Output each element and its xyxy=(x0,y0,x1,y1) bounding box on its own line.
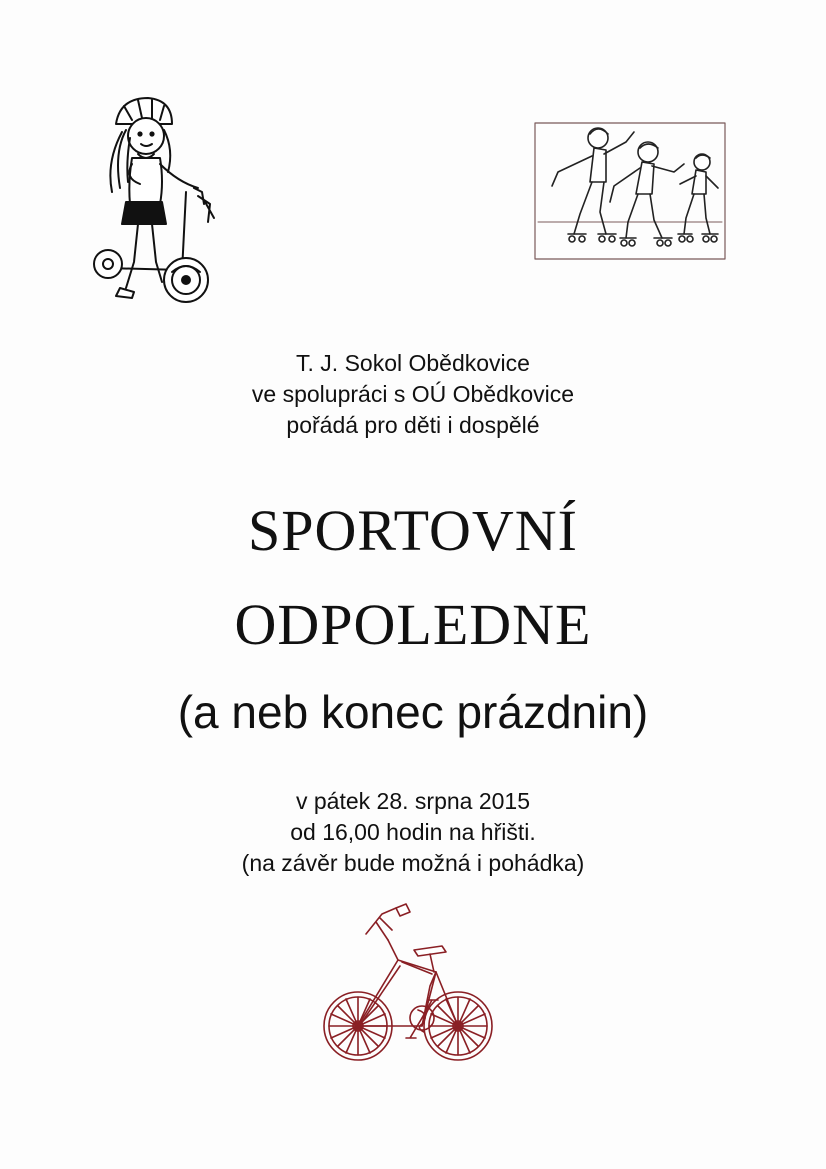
cooperation-line: ve spolupráci s OÚ Obědkovice xyxy=(251,381,575,407)
roller-skaters-illustration xyxy=(534,122,726,260)
event-note: (na závěr bude možná i pohádka) xyxy=(241,850,585,876)
audience-line: pořádá pro děti i dospělé xyxy=(286,412,540,438)
event-time-place: od 16,00 hodin na hřišti. xyxy=(290,819,536,845)
event-date: v pátek 28. srpna 2015 xyxy=(296,788,530,814)
organizer-line: T. J. Sokol Obědkovice xyxy=(296,350,530,376)
bicycle-illustration xyxy=(318,900,500,1082)
event-title-line-1: SPORTOVNÍ xyxy=(248,498,578,563)
event-title-line-2: ODPOLEDNE xyxy=(234,592,592,657)
girl-scooter-illustration xyxy=(86,92,221,317)
event-subtitle: (a neb konec prázdnin) xyxy=(177,686,649,738)
